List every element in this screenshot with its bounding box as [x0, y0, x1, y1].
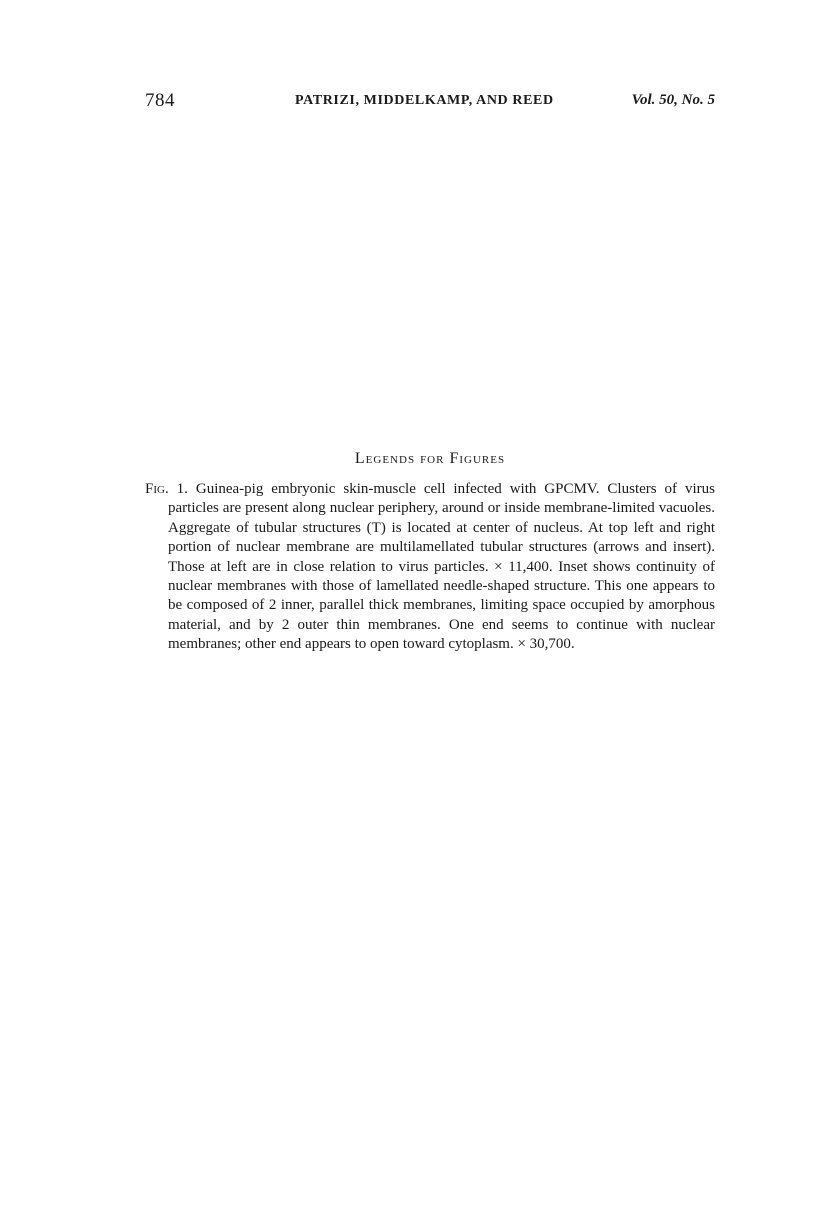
figure-label: Fig. 1. — [145, 481, 188, 497]
running-head-authors: PATRIZI, MIDDELKAMP, AND REED — [295, 93, 554, 108]
running-head — [145, 90, 715, 114]
page-number: 784 — [145, 90, 175, 111]
figure-legend-1 — [145, 480, 715, 655]
figure-legend-text: Guinea-pig embryonic skin-muscle cell infected with GPCMV. Clusters of virus particles are present along nuclear periphery, around or inside membrane-limited vacuoles. Aggregate of tubular structures (T) is located at center of nucleus. At top left and right portion of nuclear membrane are multilamellated tubular structures (arrows and insert). Those at left are in close relation to virus particles. × 11,400. Inset shows continuity of nuclear membranes with those of lamellated needle-shaped structure. This one appears to be composed of 2 inner, parallel thick membranes, limiting space occupied by amorphous material, and by 2 outer thin membranes. One end seems to continue with nuclear membranes; other end appears to open toward cytoplasm. × 30,700. — [168, 481, 715, 653]
legends-heading: Legends for Figures — [354, 450, 506, 467]
journal-volume: Vol. 50, No. 5 — [631, 92, 715, 108]
figure-legends-section — [145, 450, 715, 655]
